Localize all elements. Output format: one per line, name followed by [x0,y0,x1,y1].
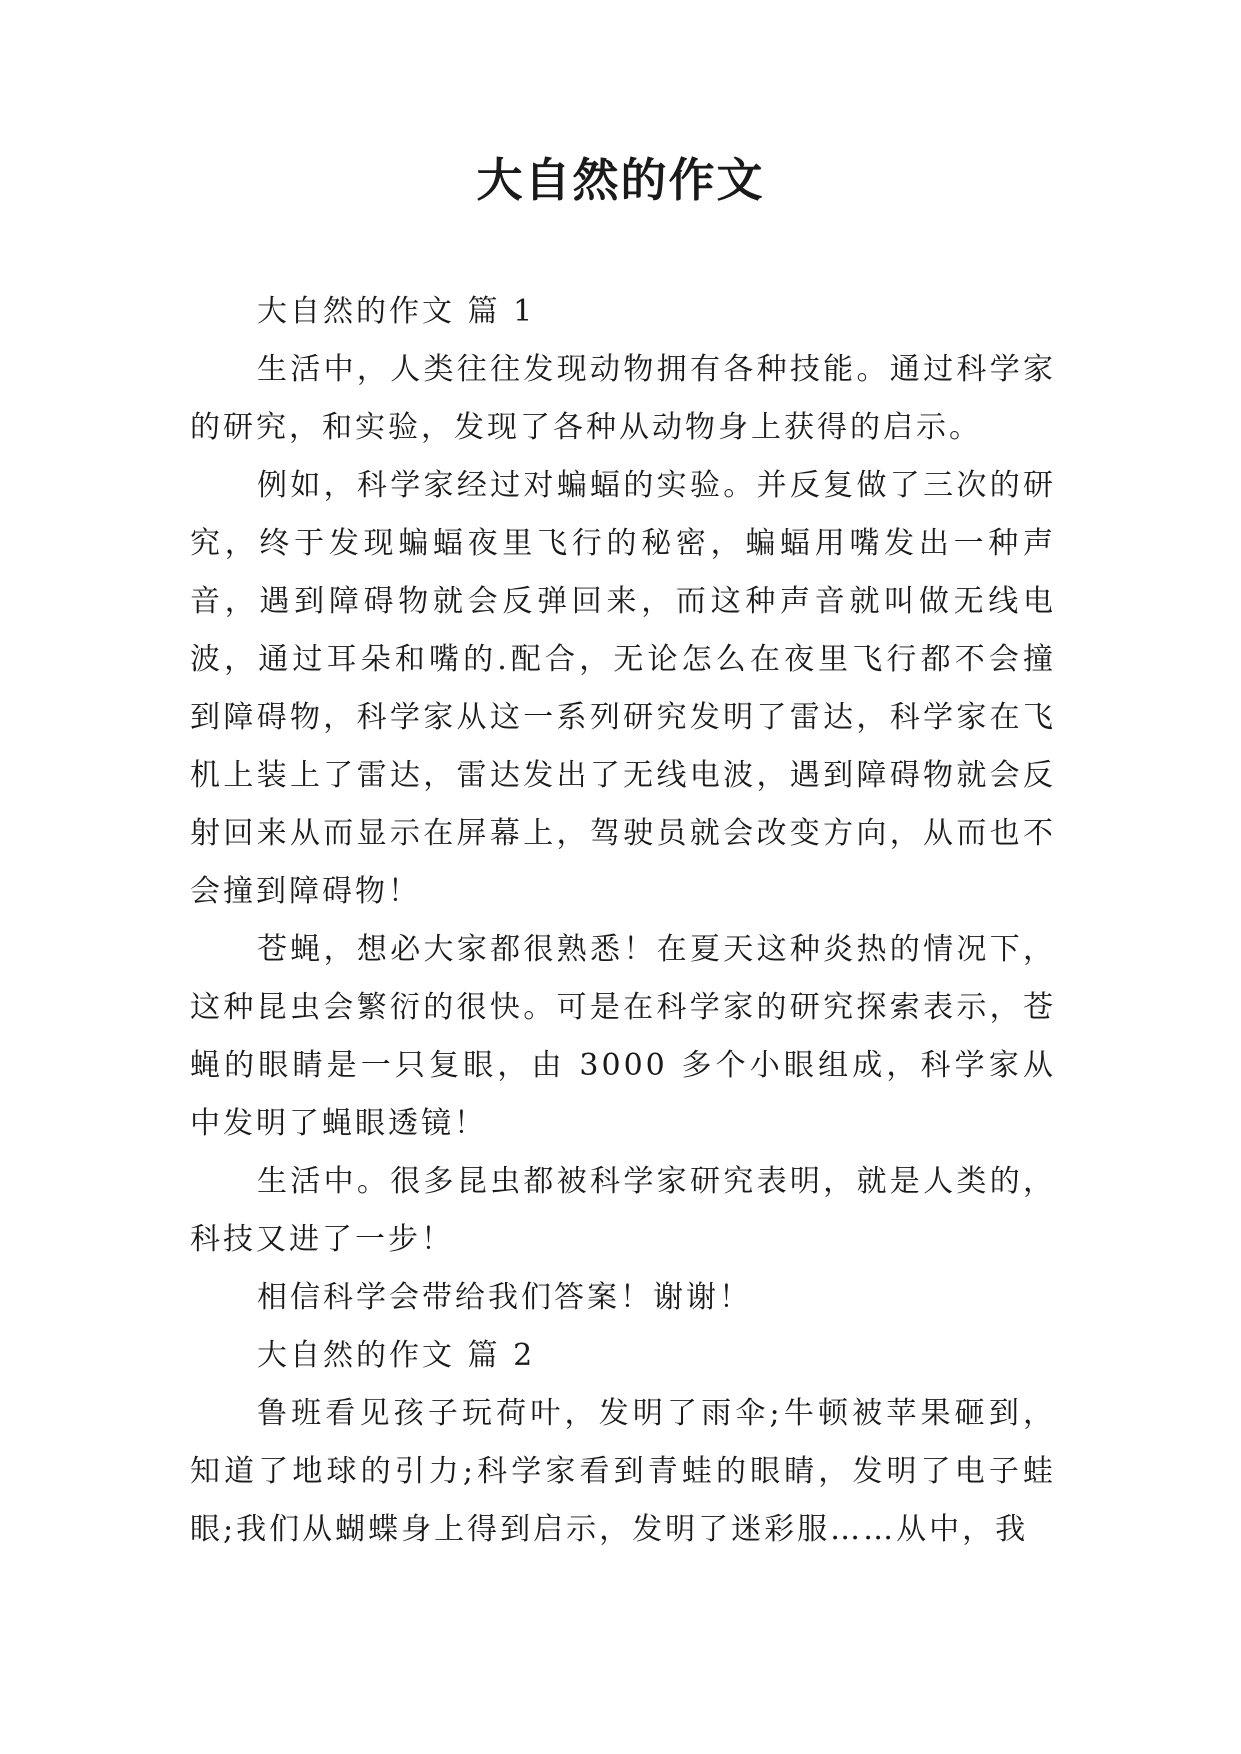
paragraph: 生活中。很多昆虫都被科学家研究表明，就是人类的，科技又进了一步！ [190,1164,1056,1257]
document-body [190,283,1056,1559]
section-heading-1: 大自然的作文 篇 1 [257,294,536,329]
section-heading-2: 大自然的作文 篇 2 [257,1338,536,1373]
paragraph: 生活中，人类往往发现动物拥有各种技能。通过科学家的研究，和实验，发现了各种从动物身上获得的启示。 [190,352,1056,445]
paragraph: 鲁班看见孩子玩荷叶，发明了雨伞;牛顿被苹果砸到，知道了地球的引力;科学家看到青蛙的眼睛，发明了电子蛙眼;我们从蝴蝶身上得到启示，发明了迷彩服……从中，我 [190,1396,1056,1547]
paragraph: 苍蝇，想必大家都很熟悉！在夏天这种炎热的情况下，这种昆虫会繁衍的很快。可是在科学家的研究探索表示，苍蝇的眼睛是一只复眼，由 3000 多个小眼组成，科学家从中发明了蝇眼透镜！ [190,932,1056,1141]
paragraph: 相信科学会带给我们答案！谢谢！ [257,1280,752,1315]
document-title: 大自然的作文 [476,153,765,207]
paragraph: 例如，科学家经过对蝙蝠的实验。并反复做了三次的研究，终于发现蝙蝠夜里飞行的秘密，蝙蝠用嘴发出一种声音，遇到障碍物就会反弹回来，而这种声音就叫做无线电波，通过耳朵和嘴的.配合，无论怎么在夜里飞行都不会撞到障碍物，科学家从这一系列研究发明了雷达，科学家在飞机上装上了雷达，雷达发出了无线电波，遇到障碍物就会反射回来从而显示在屏幕上，驾驶员就会改变方向，从而也不会撞到障碍物！ [190,468,1056,909]
